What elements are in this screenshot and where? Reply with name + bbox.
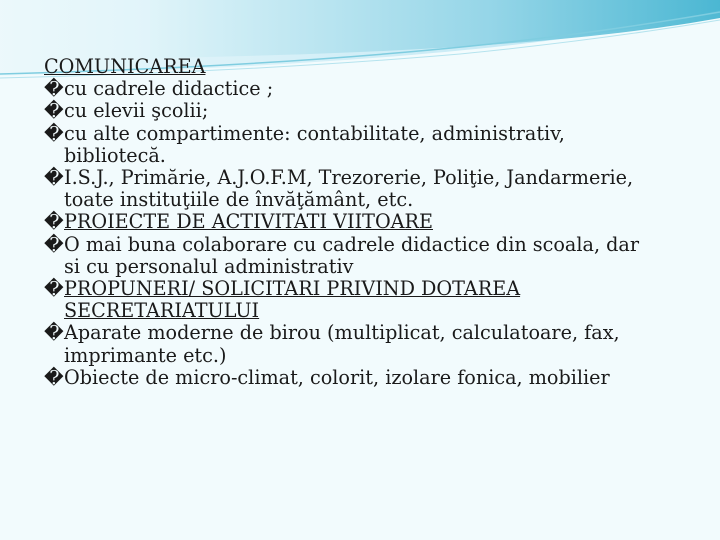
bullet-glyph-icon: �: [44, 321, 64, 345]
bullet-glyph-icon: �: [44, 210, 64, 234]
bullet-glyph-icon: �: [44, 232, 64, 256]
list-item-line: Obiecte de micro-climat, colorit, izolare fonica, mobilier: [64, 365, 610, 389]
list-item: [44, 278, 704, 322]
list-item-line: PROPUNERI/ SOLICITARI PRIVIND DOTAREA: [64, 277, 521, 301]
list-item: [44, 78, 704, 100]
list-item: [44, 322, 704, 366]
list-item-line: PROIECTE DE ACTIVITATI VIITOARE: [64, 210, 433, 234]
list-item: [44, 123, 704, 167]
list-item-line: cu elevii şcolii;: [64, 99, 209, 123]
list-item-line: bibliotecă.: [64, 143, 166, 167]
list-item: [44, 100, 704, 122]
list-item: [44, 211, 704, 233]
bullet-glyph-icon: �: [44, 121, 64, 145]
list-item-line: cu cadrele didactice ;: [64, 77, 274, 101]
bullet-glyph-icon: �: [44, 99, 64, 123]
list-item: [44, 234, 704, 278]
list-item: [44, 167, 704, 211]
list-item-line: si cu personalul administrativ: [64, 254, 354, 278]
list-item-line: cu alte compartimente: contabilitate, administrativ,: [64, 121, 565, 145]
bullet-glyph-icon: �: [44, 365, 64, 389]
heading-comunicarea: COMUNICAREA: [44, 55, 206, 78]
list-item-line: I.S.J., Primărie, A.J.O.F.M, Trezorerie, Poliţie, Jandarmerie,: [64, 166, 634, 190]
list-item: [44, 367, 704, 389]
list-item-line: O mai buna colaborare cu cadrele didactice din scoala, dar: [64, 232, 640, 256]
bullet-glyph-icon: �: [44, 166, 64, 190]
bullet-glyph-icon: �: [44, 77, 64, 101]
list-item-line: toate instituţiile de învăţământ, etc.: [64, 188, 414, 212]
list-item-line: imprimante etc.): [64, 343, 227, 367]
bullet-glyph-icon: �: [44, 277, 64, 301]
list-item-line: SECRETARIATULUI: [64, 299, 260, 323]
slide-content: [44, 56, 704, 389]
bullet-list: [44, 78, 704, 389]
list-item-line: Aparate moderne de birou (multiplicat, calculatoare, fax,: [64, 321, 620, 345]
